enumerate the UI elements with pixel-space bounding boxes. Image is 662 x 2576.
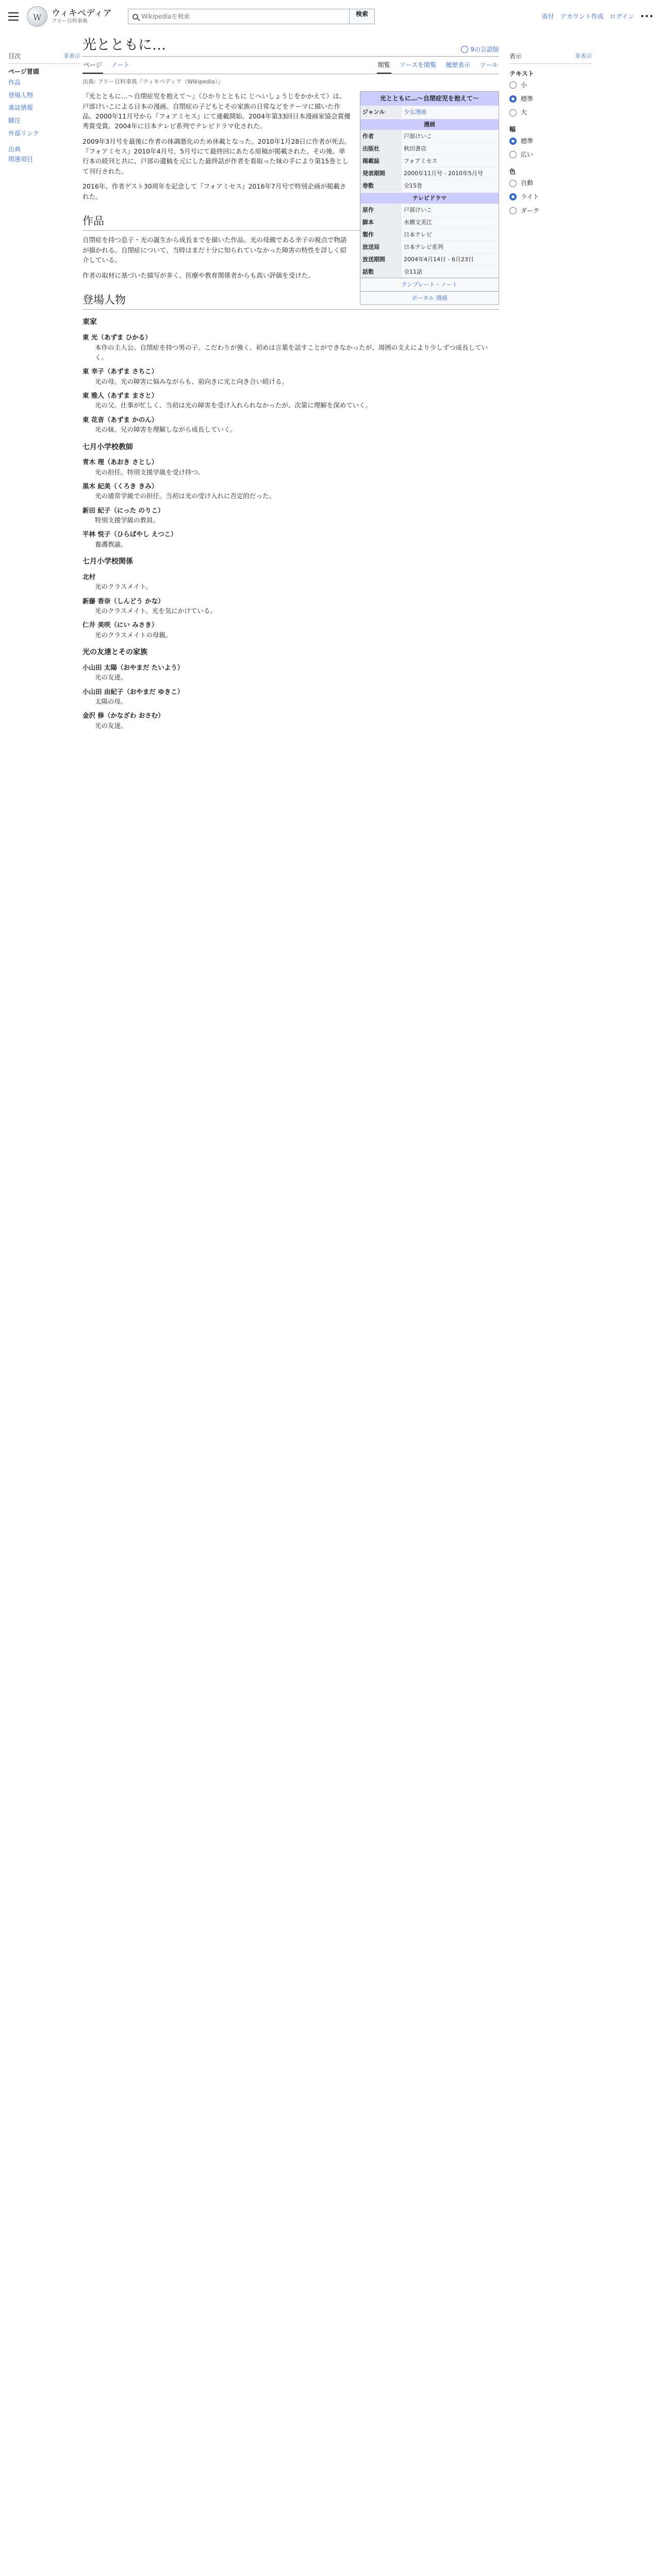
intro-paragraph: 2009年3月号を最後に作者の体調悪化のため休載となった。2010年1月28日に作者が死去。『フォアミセス』2010年4月号、5月号にて最終回にあたる原稿が掲載された。その後、単行本の続刊と共に、戸部の遺稿を元にした最終話が作者を看取った妹の手により第15巻として刊行された。 — [82, 137, 351, 175]
infobox-template-link[interactable]: テンプレート・ノート — [360, 278, 499, 291]
character-name: 東 幸子（あずま さちこ） — [82, 367, 158, 376]
toc-heading: 目次 — [8, 53, 21, 60]
radio-icon — [509, 193, 517, 200]
infobox-value: フォアミセス — [404, 157, 438, 164]
search-icon — [133, 14, 138, 20]
character-description: 光の友達。 — [95, 673, 127, 682]
infobox-drama-rows — [360, 204, 499, 278]
site-name: ウィキペディア — [52, 8, 112, 19]
toc-item[interactable]: 書誌情報 — [8, 104, 34, 112]
more-options-icon[interactable]: ••• — [640, 12, 654, 20]
infobox-row — [360, 130, 499, 142]
character-description: 特別支援学級の教員。 — [95, 516, 160, 524]
toc-item[interactable]: 作品 — [8, 79, 21, 87]
infobox-key: 製作 — [360, 229, 402, 241]
appearance-option-label: ライト — [521, 193, 539, 200]
appearance-option-label: 標準 — [521, 137, 534, 145]
infobox-key: 発表期間 — [360, 167, 402, 179]
character-name: 小山田 由紀子（おやまだ ゆきこ） — [82, 687, 184, 696]
language-icon — [461, 46, 468, 53]
toc-item[interactable]: 脚注 — [8, 116, 21, 124]
infobox-section-head: 漫画 — [360, 119, 499, 130]
infobox-row — [360, 228, 499, 241]
appearance-option-label: 標準 — [521, 95, 534, 103]
infobox-key: 放送局 — [360, 241, 402, 253]
character-description: 光の友達。 — [95, 721, 127, 730]
toc-list — [8, 76, 80, 140]
subsection-heading: 七月小学校関係 — [82, 557, 133, 566]
appearance-option[interactable] — [509, 190, 592, 204]
radio-icon — [509, 207, 517, 214]
infobox-key: 作者 — [360, 130, 402, 142]
appearance-groups — [509, 69, 592, 218]
infobox-value: 全15巻 — [404, 182, 422, 190]
appearance-option[interactable] — [509, 176, 592, 190]
article-body — [82, 91, 499, 731]
infobox-value: 日本テレビ — [404, 231, 432, 239]
infobox-row — [360, 253, 499, 265]
character-name: 小山田 太陽（おやまだ たいよう） — [82, 663, 184, 671]
create-account-link[interactable]: アカウント作成 — [560, 12, 604, 20]
infobox-value: 秋田書店 — [404, 145, 426, 152]
character-name: 黒木 紀美（くろき きみ） — [82, 482, 158, 490]
toc-top-link[interactable]: ページ冒頭 — [8, 67, 39, 75]
appearance-group — [509, 167, 592, 217]
character-name: 金沢 修（かなざわ おさむ） — [82, 711, 164, 720]
infobox-value: 2000年11月号 - 2010年5月号 — [404, 170, 483, 177]
character-name: 新田 紀子（にった のりこ） — [82, 506, 164, 514]
infobox-key: 巻数 — [360, 180, 402, 192]
toc-extra-item[interactable]: 関連項目 — [8, 155, 34, 163]
infobox-row — [360, 216, 499, 228]
infobox-value: 戸部けいこ — [404, 207, 432, 214]
character-description: 光の通常学級での担任。当初は光の受け入れに否定的だった。 — [95, 492, 276, 500]
character-name: 北村 — [82, 572, 96, 581]
character-name: 東 花音（あずま かのん） — [82, 415, 158, 423]
appearance-option-label: 大 — [521, 109, 527, 116]
infobox-value: 戸部けいこ — [404, 132, 432, 140]
appearance-option-label: 自動 — [521, 179, 534, 187]
login-link[interactable]: ログイン — [609, 12, 634, 20]
tab-history[interactable]: 履歴表示 — [445, 61, 471, 69]
infobox-row — [360, 142, 499, 155]
appearance-option[interactable] — [509, 92, 592, 106]
appearance-group — [509, 125, 592, 162]
tab-read[interactable]: 閲覧 — [377, 57, 391, 74]
site-header — [0, 0, 662, 33]
main-menu-icon[interactable] — [8, 12, 19, 21]
radio-icon — [509, 81, 517, 89]
language-button-label: 9の言語版 — [470, 45, 499, 53]
infobox-row — [360, 265, 499, 278]
search-input[interactable] — [128, 9, 350, 24]
appearance-option[interactable] — [509, 134, 592, 148]
appearance-group-title: テキスト — [509, 70, 534, 77]
site-logo[interactable] — [27, 6, 113, 27]
appearance-group — [509, 69, 592, 120]
appearance-option[interactable] — [509, 106, 592, 120]
infobox-key: 放送期間 — [360, 253, 402, 265]
appearance-option-label: 小 — [521, 81, 527, 89]
toc-sidebar — [8, 52, 80, 164]
radio-icon — [509, 180, 517, 187]
page-title: 光とともに… — [82, 37, 166, 53]
infobox-row — [360, 204, 499, 216]
appearance-group-title: 色 — [509, 167, 516, 175]
intro-paragraph: 2016年、作者ゲスト30周年を記念して『フォアミセス』2016年7月号で特別企画が掲載された。 — [82, 182, 346, 200]
page-subtitle: 出典: フリー百科事典『ウィキペディア（Wikipedia）』 — [82, 78, 224, 86]
appearance-option[interactable] — [509, 78, 592, 92]
infobox-value: 全11話 — [404, 268, 422, 276]
section-heading: 登場人物 — [82, 292, 499, 310]
infobox-row — [360, 179, 499, 192]
infobox-manga-rows — [360, 130, 499, 192]
search-form — [128, 9, 375, 24]
section-paragraph: 自閉症を持つ息子・光の誕生から成長までを描いた作品。光の母親である幸子の視点で物語が描かれる。自閉症について、当時はまだ十分に知られていなかった障害の特性を詳しく紹介している。 — [82, 236, 347, 264]
donate-link[interactable]: 寄付 — [541, 12, 554, 20]
infobox-row — [360, 155, 499, 167]
infobox — [360, 91, 499, 305]
character-description: 光の父。仕事が忙しく、当初は光の障害を受け入れられなかったが、次第に理解を深めていく。 — [95, 401, 372, 410]
site-tagline: フリー百科事典 — [52, 18, 88, 24]
tab-page[interactable]: ページ — [82, 57, 103, 74]
radio-icon — [509, 109, 517, 116]
character-description: 光の妹。兄の障害を理解しながら成長していく。 — [95, 426, 237, 434]
character-name: 平林 悦子（ひらばやし えつこ） — [82, 530, 177, 538]
appearance-heading: 表示 — [509, 53, 522, 60]
tab-view-source[interactable]: ソースを閲覧 — [399, 61, 437, 69]
infobox-row — [360, 241, 499, 253]
infobox-portal-link[interactable]: ポータル 漫画 — [360, 291, 499, 304]
infobox-key: 掲載誌 — [360, 155, 402, 167]
subsection-heading: 七月小学校教師 — [82, 443, 133, 451]
radio-icon — [509, 95, 517, 103]
infobox-key: 脚本 — [360, 216, 402, 228]
character-description: 養護教諭。 — [95, 540, 127, 548]
character-description: 光のクラスメイトの母親。 — [95, 631, 172, 639]
main-content — [82, 36, 499, 733]
user-links — [542, 12, 654, 22]
infobox-key: 出版社 — [360, 143, 402, 155]
character-name: 新藤 香奈（しんどう かな） — [82, 597, 164, 605]
character-name: 仁井 美咲（にい みさき） — [82, 621, 158, 629]
character-description: 光のクラスメイト。 — [95, 583, 152, 591]
appearance-option-label: ダーク — [521, 207, 540, 214]
character-description: 太陽の母。 — [95, 697, 127, 705]
section-paragraph: 作者の取材に基づいた描写が多く、医療や教育関係者からも高い評価を受けた。 — [82, 271, 315, 279]
toc-hide-button[interactable]: 非表示 — [63, 53, 80, 59]
radio-icon — [509, 138, 517, 145]
appearance-option[interactable] — [509, 204, 592, 218]
infobox-key: 話数 — [360, 266, 402, 278]
toc-extra-item[interactable]: 出典 — [8, 146, 21, 154]
character-description: 本作の主人公。自閉症を持つ男の子。こだわりが強く、初めは言葉を話すことができなかったが、周囲の支えにより少しずつ成長していく。 — [95, 343, 488, 361]
appearance-hide-button[interactable]: 非表示 — [575, 53, 592, 59]
infobox-value: 水橋文美江 — [404, 219, 432, 226]
character-description: 光の担任。特別支援学級を受け持つ。 — [95, 468, 205, 476]
appearance-option[interactable] — [509, 148, 592, 162]
infobox-key: ジャンル — [360, 106, 402, 118]
character-name: 青木 理（あおき さとし） — [82, 458, 158, 466]
infobox-value: 2004年4月14日 - 6月23日 — [404, 256, 474, 263]
character-description: 光のクラスメイト。光を気にかけている。 — [95, 607, 217, 615]
character-name: 東 光（あずま ひかる） — [82, 333, 152, 342]
appearance-option-label: 広い — [521, 151, 534, 159]
search-placeholder: Wikipediaを検索 — [141, 12, 190, 20]
subsection-heading: 光の友達とその家族 — [82, 648, 147, 657]
subsection-heading: 東家 — [82, 318, 97, 327]
search-button[interactable]: 検索 — [350, 9, 375, 24]
character-description: 光の母。光の障害に悩みながらも、前向きに光と向き合い続ける。 — [95, 377, 289, 385]
infobox-value[interactable]: 少女漫画 — [404, 108, 426, 115]
toc-item[interactable]: 外部リンク — [8, 129, 39, 137]
section-heading: 作品 — [82, 213, 499, 231]
language-button[interactable] — [461, 45, 499, 55]
intro-paragraph: 『光とともに…〜自閉症児を抱えて〜』（ひかりとともに じへいしょうじをかかえて）は、戸部けいこによる日本の漫画。自閉症の子どもとその家族の日常などをテーマに描いた作品。2000年11月号から『フォアミセス』にて連載開始。2004年第33回日本漫画家協会賞優秀賞受賞。2004年に日本テレビ系列でテレビドラマ化された。 — [82, 92, 351, 130]
infobox-row — [360, 167, 499, 179]
radio-icon — [509, 151, 517, 158]
infobox-title: 光とともに…〜自閉症児を抱えて〜 — [360, 92, 499, 106]
appearance-group-title: 幅 — [509, 125, 516, 133]
appearance-sidebar — [509, 52, 592, 217]
wikipedia-globe-icon — [27, 6, 47, 27]
infobox-key: 原作 — [360, 204, 402, 216]
tab-tools[interactable]: ツール — [479, 61, 498, 69]
character-name: 東 雅人（あずま まさと） — [82, 392, 158, 400]
infobox-section-head: テレビドラマ — [360, 193, 499, 204]
infobox-value: 日本テレビ系列 — [404, 244, 443, 251]
tab-talk[interactable]: ノート — [111, 61, 130, 69]
toc-item[interactable]: 登場人物 — [8, 91, 34, 99]
